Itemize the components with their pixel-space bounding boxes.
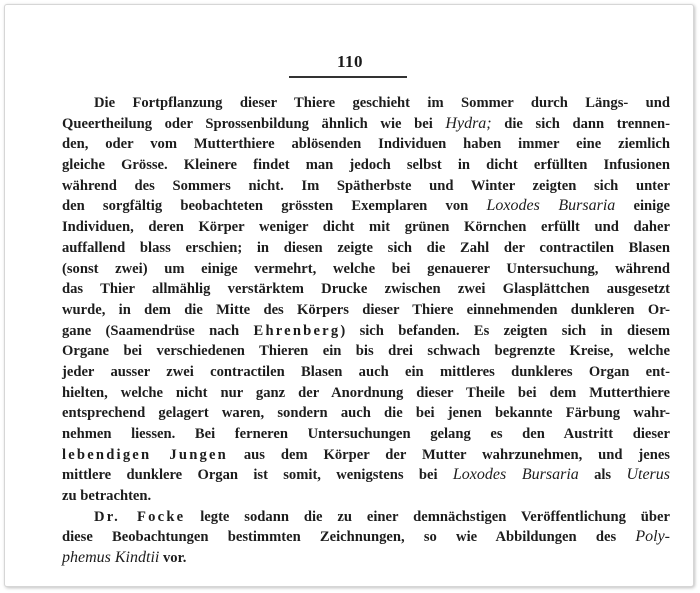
spaced-emphasis: Ehrenberg	[253, 322, 341, 339]
text-line: diese Beobachtungen bestimmten Zeichnungen, so wie Abbildungen des Poly-	[62, 528, 670, 546]
text-line: Individuen, deren Körper weniger dicht mit grünen Körnchen erfüllt und daher	[62, 219, 670, 236]
text-line: phemus Kindtii vor.	[62, 549, 187, 567]
text-line: Dr. Focke legte sodann die zu einer demnächstigen Veröffentlichung über	[94, 508, 670, 525]
text-line: während des Sommers nicht. Im Spätherbste und Winter zeigten sich unter	[62, 177, 670, 194]
text-line: zu betrachten.	[62, 488, 152, 505]
italic-term: Loxodes Bursaria	[452, 466, 579, 484]
text-line: gane (Saamendrüse nach Ehrenberg) sich befanden. Es zeigten sich in diesem	[62, 322, 671, 339]
text-line: mittlere dunklere Organ ist somit, wenigstens bei Loxodes Bursaria als Uterus	[62, 466, 670, 484]
text-line: wurde, in dem die Mitte des Körpers dieser Thiere einnehmenden dunkleren Or-	[62, 301, 670, 318]
text-line: den sorgfältig beobachteten grössten Exemplaren von Loxodes Bursaria einige	[62, 197, 670, 215]
text-line: gleiche Grösse. Kleinere findet man jedoch selbst in dicht erfüllten Infusionen	[62, 157, 670, 174]
text-line: nehmen liessen. Bei ferneren Untersuchungen gelang es den Austritt dieser	[62, 426, 670, 442]
text-line: den, oder vom Mutterthiere ablösenden Individuen haben immer eine ziemlich	[62, 136, 670, 153]
paragraph	[62, 507, 670, 569]
paragraph	[62, 93, 670, 507]
text-line: entsprechend gelagert waren, sondern auch die bei jenen bekannte Färbung wahr-	[62, 405, 670, 422]
text-line: das Thier allmählig verstärktem Drucke zwischen zwei Glasplättchen ausgesetzt	[62, 281, 670, 298]
page-frame	[4, 4, 694, 587]
text-line: Organe bei verschiedenen Thieren ein bis drei schwach begrenzte Kreise, welche	[62, 343, 670, 360]
text-line: lebendigen Jungen aus dem Körper der Mutter wahrzunehmen, und jenes	[62, 446, 670, 463]
italic-term: Hydra;	[445, 114, 492, 132]
text-line: hielten, welche nicht nur ganz der Anordnung dieser Theile bei dem Mutterthiere	[62, 384, 670, 401]
italic-term: phemus Kindtii	[62, 549, 160, 567]
text-line: Queertheilung oder Sprossenbildung ähnlich wie bei Hydra; die sich dann trennen-	[62, 114, 671, 132]
text-line: (sonst zwei) um einige vermehrt, welche bei genauerer Untersuchung, während	[62, 260, 670, 277]
body-text	[62, 93, 670, 569]
page-number: 110	[336, 52, 364, 71]
italic-term: Poly-	[635, 528, 670, 546]
spaced-emphasis: lebendigen Jungen	[62, 446, 228, 463]
text-line: Die Fortpflanzung dieser Thiere geschieht im Sommer durch Längs- und	[94, 95, 670, 111]
text-line: jeder ausser zwei contractilen Blasen auch ein mittleres dunkleres Organ ent-	[62, 363, 670, 380]
header-rule	[289, 76, 407, 78]
italic-term: Loxodes Bursaria	[486, 197, 616, 215]
spaced-emphasis: Dr. Focke	[94, 508, 186, 525]
italic-term: Uterus	[626, 466, 670, 484]
text-line: auffallend blass erschien; in diesen zeigte sich die Zahl der contractilen Blasen	[62, 239, 670, 256]
